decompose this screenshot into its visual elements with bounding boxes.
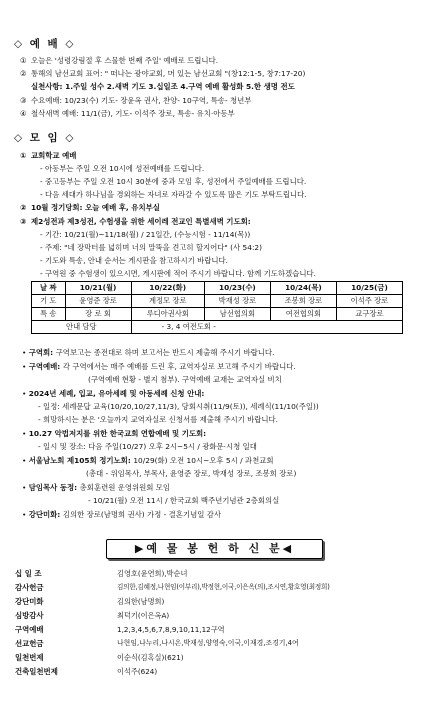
worship-item-3	[20, 96, 251, 106]
announcement-presbytery: • 서울남노회 제105회 정기노회: 10/29(화) 오전 10시~오후 5시 / 과천교회	[22, 456, 274, 465]
table-header-cell: 10/22(화)	[131, 282, 204, 295]
table-cell: - 3, 4 여전도회 -	[131, 321, 402, 334]
worship-item-text: 실천사항: 1.주일 성수 2.새벽 기도 3.십일조 4.구역 예배 활성화 5.한 생명 전도	[31, 82, 295, 91]
announcement-district: • 구역회: 구역보고는 종전대로 하며 보고서는 반드시 제출해 주시기 바랍니다.	[22, 348, 275, 357]
table-cell: 박재성 장로	[204, 295, 270, 308]
announcement-label: 2024년 세례, 입교, 유아세례 및 아동세례 신청 안내:	[28, 389, 205, 398]
table-cell: 루디아권사회	[131, 308, 204, 321]
announcement-baptism-line-2: - 일정: 세례문답 교육(10/20,10/27,11/3), 당회시취(11/9(토)), 세례식(11/10(주일))	[38, 402, 319, 411]
offering-names: 이석주(624)	[117, 667, 158, 676]
table-cell: 조봉희 장로	[270, 295, 336, 308]
table-row-label: 안내 담당	[32, 321, 132, 334]
item-number: ③	[20, 217, 27, 226]
table-header-cell: 10/21(월)	[65, 282, 131, 295]
item-number: ②	[20, 69, 27, 78]
announcement-label: 구역회:	[28, 348, 56, 357]
school-title-text: 교회학교 예배	[31, 151, 77, 160]
announcement-text: 총회훈련원 운영위원회 모임	[79, 483, 171, 492]
announcement-text: 10/29(화) 오전 10시~오후 5시 / 과천교회	[133, 456, 274, 465]
offering-label: 일천번제	[15, 653, 44, 662]
table-cell: 교구장로	[336, 308, 402, 321]
dawn-prayer-line-2: - 주제: "네 장막터를 넓히며 너의 말뚝을 견고히 할지어다" (사 54:2)	[40, 243, 263, 252]
offering-names: 최덕기(이은옥A)	[117, 611, 170, 620]
table-cell: 장 로 회	[65, 308, 131, 321]
dawn-prayer-line-4: - 구역원 중 수험생이 있으시면, 게시판에 적어 주시기 바랍니다. 함께 기도하겠습니다.	[40, 269, 316, 278]
worship-item-2	[20, 69, 305, 79]
table-header-cell: 10/25(금)	[336, 282, 402, 295]
dawn-prayer-title-text: 제2성전과 제3성전, 수험생을 위한 세이레 전교인 특별새벽 기도회:	[31, 217, 251, 226]
table-cell: 윤영준 장로	[65, 295, 131, 308]
announcement-pastor: • 담임목사 동정: 총회훈련원 운영위원회 모임	[22, 483, 171, 492]
worship-item-text: 통해의 남선교회 표어: " 떠나는 광야교회, 머 있는 남선교회 "(창12:1-5, 창7:17-20)	[31, 69, 306, 78]
table-row-guide	[32, 321, 403, 334]
offering-names: 김의한,김혜정,나현임(이부리),박정현,이국,이은옥(의),조시연,황호영(최정희)	[117, 583, 330, 591]
offering-names: 나현임,나누리,나시온,박재성,양영숙,이국,이재경,조경기,4여	[117, 639, 299, 647]
dawn-prayer-line-1: - 기간: 10/21(월)~11/18(월) / 21일간, (수능시험 - 11/14(목))	[40, 230, 251, 239]
offering-banner: ▶예 물 봉 헌 하 신 분◀	[106, 539, 323, 559]
council-text: 10월 정기당회: 오늘 예배 후, 유치부실	[31, 203, 160, 212]
table-cell: 남선협의회	[204, 308, 270, 321]
table-header-cell: 10/24(목)	[270, 282, 336, 295]
announcement-label: 구역예배:	[28, 362, 63, 371]
offering-label: 선교헌금	[15, 639, 44, 648]
announcement-label: 10.27 악법저지를 위한 한국교회 연합예배 및 기도회:	[28, 429, 207, 438]
item-number: ②	[20, 203, 27, 212]
worship-item-text: 철삭새벽 예배: 11/1(금), 기도- 이석주 장로, 특송- 유치·아동부	[31, 109, 235, 118]
table-row-special	[32, 308, 403, 321]
offering-label: 건축일천번제	[15, 667, 58, 676]
offering-names: 이순식(김혹실)(621)	[117, 653, 184, 662]
item-number: ③	[20, 96, 27, 105]
school-line-1: - 아동부는 주일 오전 10시에 성전예배를 드립니다.	[40, 164, 205, 173]
school-worship-title	[20, 151, 76, 161]
offering-label: 감사헌금	[15, 583, 44, 592]
council-meeting	[20, 203, 160, 213]
announcement-label: 서울남노회 제105회 정기노회:	[28, 456, 134, 465]
announcement-text: 김의한 장로(남명희 권사) 가정 - 결혼기념일 감사	[62, 510, 221, 519]
item-number: ①	[20, 56, 27, 65]
table-cell: 이석주 장로	[336, 295, 402, 308]
offering-names: 김의한(남명희)	[117, 597, 165, 606]
item-number: ④	[20, 109, 27, 118]
worship-item-text: 오늘은 '성령강림절 후 스물한 번째 주일' 예배로 드립니다.	[31, 56, 219, 65]
worship-item-1	[20, 56, 218, 66]
table-header-cell: 10/23(수)	[204, 282, 270, 295]
table-cell: 계정모 장로	[131, 295, 204, 308]
announcement-label: 강단미화:	[28, 510, 63, 519]
announcement-district-worship: • 구역예배: 각 구역에서는 매주 예배를 드린 후, 교역자실로 보고해 주시기 바랍니다.	[22, 362, 296, 371]
worship-item-practice	[31, 82, 295, 92]
announcement-district-worship-line-2: (구역예배 현황 - 별지 첨부). 구역예배 교재는 교역자실 비치	[88, 375, 282, 384]
offering-label: 심방감사	[15, 611, 44, 620]
offering-names: 김영호(윤연희),박순녀	[117, 569, 188, 578]
school-line-2: - 중고등부는 주일 오전 10시 30분에 중과 모임 후, 성전에서 주일예배를 드립니다.	[40, 177, 307, 186]
announcement-baptism: • 2024년 세례, 입교, 유아세례 및 아동세례 신청 안내:	[22, 389, 205, 398]
offering-label: 강단미화	[15, 597, 44, 606]
table-header-cell: 날 짜	[32, 282, 66, 295]
announcement-text: 구역보고는 종전대로 하며 보고서는 반드시 제출해 주시기 바랍니다.	[55, 348, 275, 357]
table-row-label: 특 송	[32, 308, 66, 321]
announcement-united-worship-line-2: - 일시 및 장소: 다음 주일(10/27) 오후 2시~5시 / 광화문·시청 일대	[38, 442, 257, 451]
worship-item-text: 수요예배: 10/23(수) 기도- 장윤옥 권사, 찬양- 10구역, 특송- 청년부	[31, 96, 252, 105]
offering-label: 구역예배	[15, 625, 44, 634]
announcement-united-worship: • 10.27 악법저지를 위한 한국교회 연합예배 및 기도회:	[22, 429, 207, 438]
school-line-3: - 다음 세대가 하나님을 경외하는 자녀로 자라갈 수 있도록 많은 기도 부탁드립니다.	[40, 190, 307, 199]
worship-item-4	[20, 109, 235, 119]
table-row-label: 기 도	[32, 295, 66, 308]
dawn-prayer-title	[20, 217, 251, 227]
prayer-schedule-table	[31, 281, 403, 334]
announcement-presbytery-line-2: (총대 - 위임목사, 부목사, 윤영준 장로, 박재성 장로, 조봉희 장로)	[86, 469, 297, 478]
item-number: ①	[20, 151, 27, 160]
table-header-row	[32, 282, 403, 295]
announcement-text: 각 구역에서는 매주 예배를 드린 후, 교역자실로 보고해 주시기 바랍니다.	[62, 362, 296, 371]
announcement-altar-flowers: • 강단미화: 김의한 장로(남명희 권사) 가정 - 결혼기념일 감사	[22, 510, 221, 519]
offering-names: 1,2,3,4,5,6,7,8,9,10,11,12구역	[117, 625, 225, 634]
dawn-prayer-line-3: - 기도와 특송, 안내 순서는 게시판을 참고하시기 바랍니다.	[40, 256, 229, 265]
table-cell: 여전협의회	[270, 308, 336, 321]
announcement-pastor-line-2: - 10/21(월) 오전 11시 / 한국교회 백주년기념관 2층회의실	[88, 496, 280, 505]
worship-section-title: ◇ 예 배 ◇	[14, 38, 76, 50]
offering-label: 십 일 조	[15, 569, 42, 578]
announcement-label: 담임목사 동정:	[28, 483, 80, 492]
table-row-prayer	[32, 295, 403, 308]
notices-section-title: ◇ 모 임 ◇	[14, 132, 76, 144]
announcement-baptism-line-3: - 희망하시는 분은 '오늘까지 교역자실로 신청서를 제출해 주시기 바랍니다.	[38, 415, 279, 424]
